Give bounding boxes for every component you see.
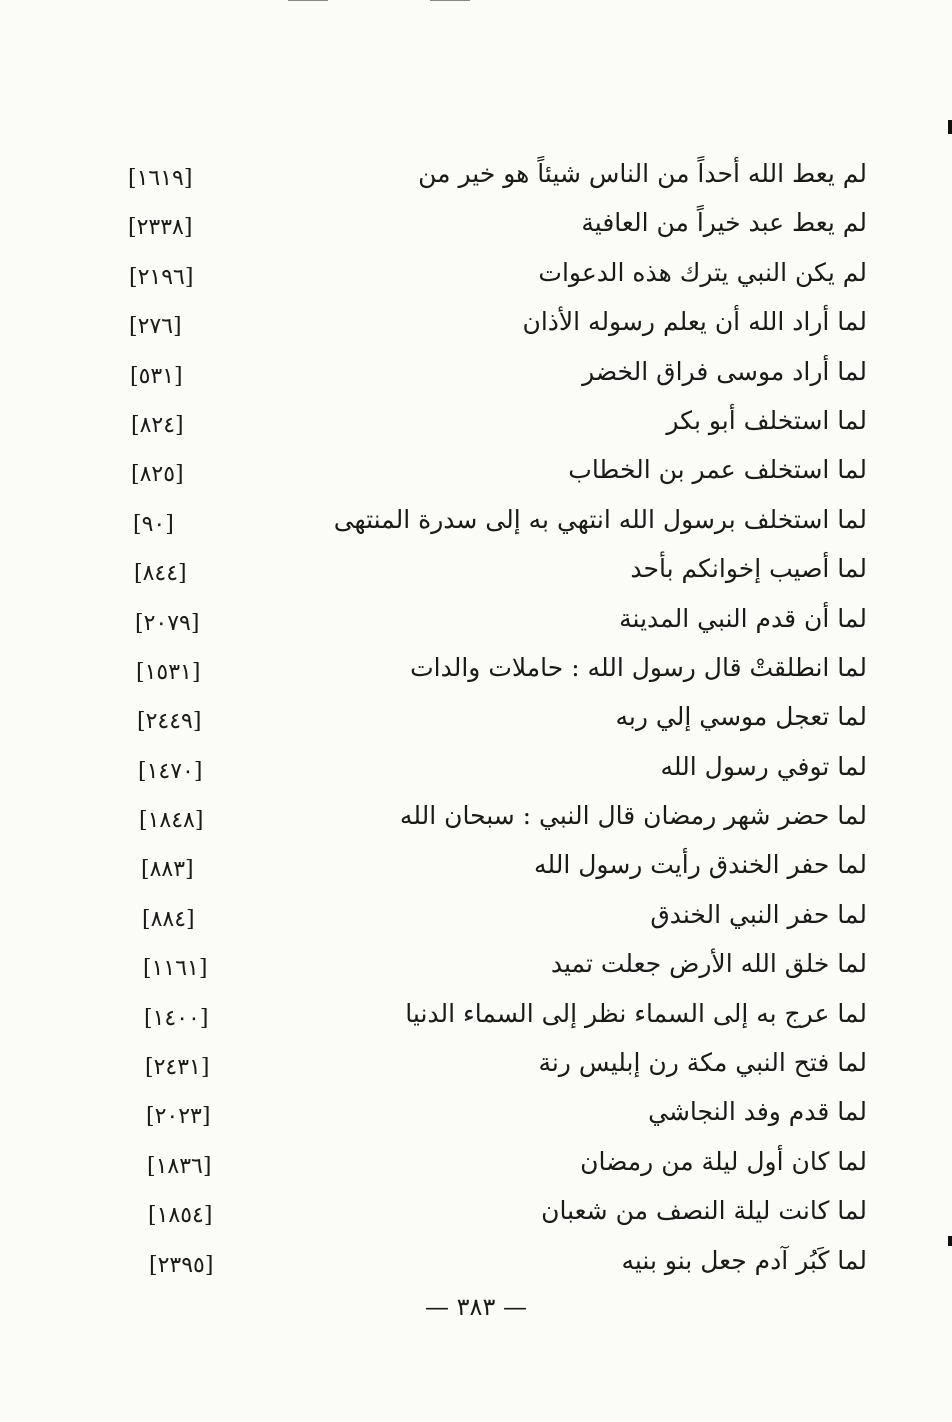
entry-reference: [١٤٧٠]	[138, 758, 203, 784]
entry-reference: [١٦١٩]	[128, 166, 193, 191]
entry-text: لم يعط الله أحداً من الناس شيئاً هو خير من	[418, 159, 867, 188]
entry-reference: [٨٨٤]	[142, 906, 195, 932]
index-entry	[0, 300, 952, 349]
index-entry	[0, 992, 952, 1041]
entry-reference: [١٤٠٠]	[144, 1005, 209, 1031]
entry-text: لما أراد الله أن يعلم رسوله الأذان	[522, 307, 867, 337]
entry-reference: [٥٣١]	[130, 363, 183, 389]
entry-reference: [٢٧٦]	[129, 314, 182, 340]
entry-reference: [١٨٤٨]	[139, 808, 204, 834]
index-entry	[0, 1041, 952, 1090]
index-entry	[0, 942, 952, 991]
index-entry	[0, 201, 952, 250]
entry-reference: [٢٣٩٥]	[149, 1252, 214, 1278]
index-entries	[0, 152, 952, 1288]
entry-reference: [٨٢٥]	[131, 462, 184, 488]
top-rule-left	[288, 0, 328, 1]
entry-text: لما استخلف أبو بكر	[666, 405, 867, 435]
entry-text: لما حفر النبي الخندق	[650, 899, 867, 929]
entry-reference: [٢٠٢٣]	[146, 1104, 211, 1130]
index-entry	[0, 794, 952, 843]
index-entry	[0, 1239, 952, 1288]
entry-text: لما توفي رسول الله	[660, 751, 867, 781]
entry-reference: [٢٤٣١]	[145, 1055, 210, 1081]
entry-text: لما كَبُر آدم جعل بنو بنيه	[621, 1245, 867, 1275]
top-rule-right	[430, 0, 470, 1]
index-entry	[0, 843, 952, 892]
index-entry	[0, 893, 952, 942]
entry-text: لما فتح النبي مكة رن إبليس رنة	[538, 1048, 867, 1078]
index-entry	[0, 547, 952, 596]
entry-reference: [١٥٣١]	[136, 659, 201, 685]
index-entry	[0, 1189, 952, 1238]
entry-text: لما تعجل موسي إلي ربه	[615, 702, 867, 732]
index-entry	[0, 646, 952, 695]
entry-text: لما حفر الخندق رأيت رسول الله	[534, 850, 867, 880]
entry-reference: [١٨٥٤]	[148, 1203, 213, 1229]
entry-reference: [١١٦١]	[143, 956, 208, 982]
entry-text: لم يعط عبد خيراً من العافية	[581, 208, 867, 238]
entry-reference: [١٨٣٦]	[147, 1153, 212, 1179]
entry-text: لما حضر شهر رمضان قال النبي : سبحان الله	[399, 801, 867, 831]
index-entry	[0, 498, 952, 547]
index-entry	[0, 448, 952, 497]
entry-text: لما عرج به إلى السماء نظر إلى السماء الدنيا	[405, 998, 867, 1028]
index-entry	[0, 251, 952, 300]
entry-reference: [٨٨٣]	[141, 857, 194, 883]
entry-text: لما استخلف برسول الله انتهي به إلى سدرة المنتهى	[333, 504, 867, 534]
index-entry	[0, 399, 952, 448]
entry-text: لما استخلف عمر بن الخطاب	[568, 455, 867, 485]
entry-text: لما أن قدم النبي المدينة	[619, 603, 867, 633]
entry-text: لما قدم وفد النجاشي	[648, 1097, 867, 1127]
entry-text: لما كانت ليلة النصف من شعبان	[541, 1196, 867, 1226]
entry-text: لما أصيب إخوانكم بأحد	[630, 554, 867, 584]
index-entry	[0, 350, 952, 399]
entry-text: لما خلق الله الأرض جعلت تميد	[550, 949, 867, 979]
index-entry	[0, 1140, 952, 1189]
entry-reference: [٨٢٤]	[131, 412, 184, 438]
edge-mark-top	[948, 120, 952, 134]
entry-text: لما كان أول ليلة من رمضان	[580, 1146, 867, 1176]
index-entry	[0, 597, 952, 646]
entry-reference: [٨٤٤]	[134, 561, 187, 587]
entry-text: لما أراد موسى فراق الخضر	[582, 356, 867, 386]
entry-reference: [٢٠٧٩]	[135, 610, 200, 636]
entry-reference: [٢٤٤٩]	[137, 709, 202, 735]
page-number: — ٣٨٣ —	[425, 1293, 527, 1321]
index-entry	[0, 745, 952, 794]
entry-reference: [٩٠]	[133, 511, 174, 537]
entry-text: لما انطلقتْ قال رسول الله : حاملات والدات	[410, 652, 867, 682]
entry-text: لم يكن النبي يترك هذه الدعوات	[538, 257, 867, 287]
entry-reference: [٢٣٣٨]	[128, 215, 193, 241]
index-entry	[0, 1090, 952, 1139]
entry-reference: [٢١٩٦]	[129, 264, 194, 290]
index-entry	[0, 152, 952, 201]
index-entry	[0, 695, 952, 744]
